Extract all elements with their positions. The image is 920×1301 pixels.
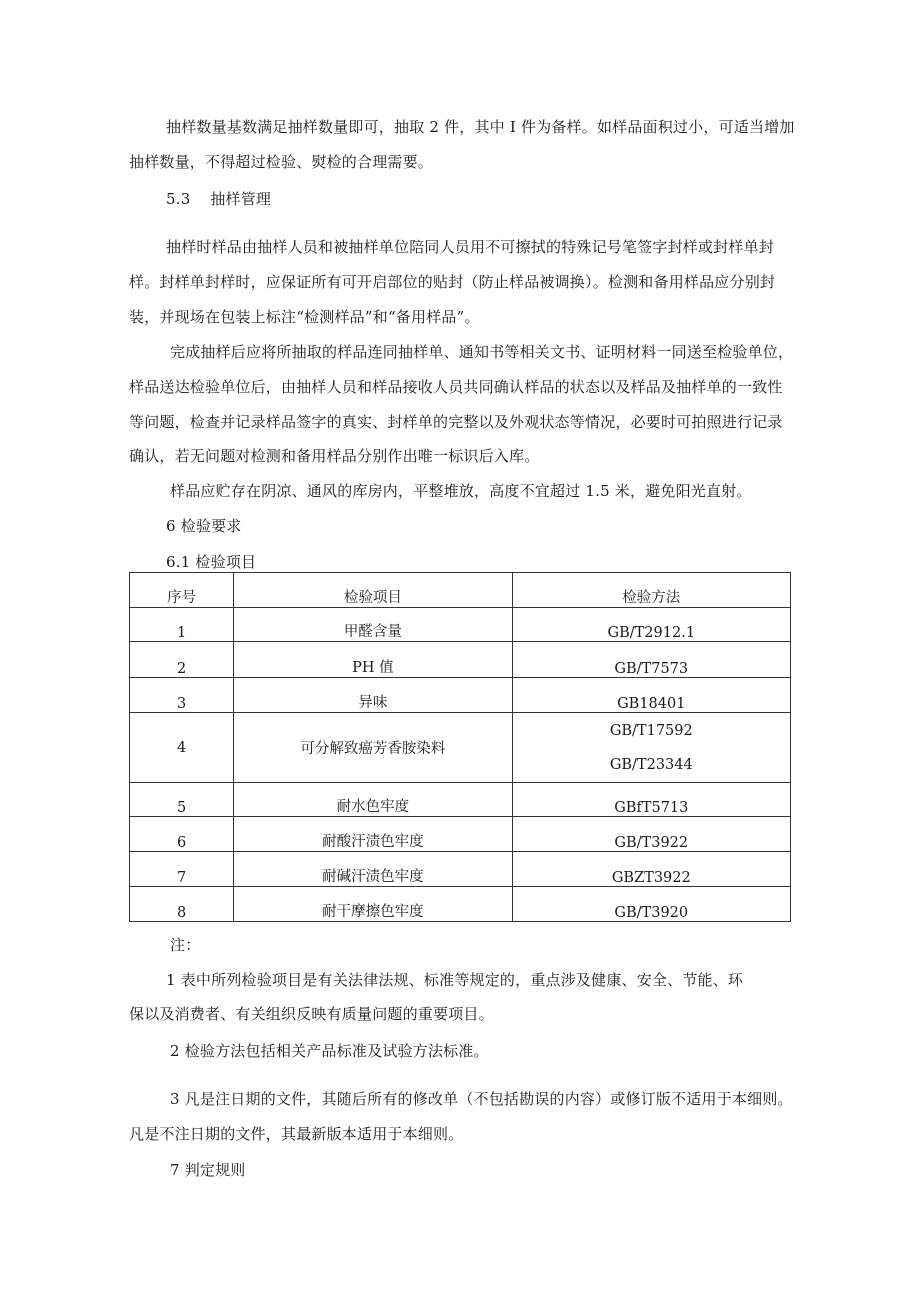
sampling-mgmt-p2-line-4: 确认，若无问题对检测和备用样品分别作出唯一标识后入库。 bbox=[129, 447, 540, 465]
note-2: 2 检验方法包括相关产品标准及试验方法标准。 bbox=[170, 1042, 489, 1060]
table-row bbox=[130, 783, 791, 817]
sampling-qty-line-2: 抽样数量，不得超过检验、熨检的合理需要。 bbox=[129, 153, 434, 171]
row-item: 可分解致癌芳香胺染料 bbox=[234, 713, 512, 783]
row-method: GBZT3922 bbox=[512, 852, 790, 887]
note-1-line-2: 保以及消费者、有关组织反映有质量问题的重要项目。 bbox=[129, 1005, 494, 1023]
sampling-qty-line-1: 抽样数量基数满足抽样数量即可，抽取 2 件，其中 I 件为备样。如样品面积过小，可适当增加 bbox=[166, 118, 795, 136]
header-method: 检验方法 bbox=[512, 573, 790, 608]
table-header-row bbox=[130, 573, 791, 608]
section-6-1-heading: 6.1 检验项目 bbox=[166, 553, 257, 571]
row-no: 2 bbox=[130, 642, 234, 678]
header-item: 检验项目 bbox=[234, 573, 512, 608]
table-row bbox=[130, 817, 791, 852]
section-6-heading: 6 检验要求 bbox=[166, 517, 242, 535]
table-row bbox=[130, 678, 791, 713]
note-1-line-1: 1 表中所列检验项目是有关法律法规、标准等规定的，重点涉及健康、安全、节能、环 bbox=[166, 971, 744, 989]
row-method: GB/T2912.1 bbox=[512, 608, 790, 642]
table-row bbox=[130, 713, 791, 783]
row-item: 甲醛含量 bbox=[234, 608, 512, 642]
row-method: GB/T3920 bbox=[512, 887, 790, 922]
row-item: PH 值 bbox=[234, 642, 512, 678]
note-3-line-2: 凡是不注日期的文件，其最新版本适用于本细则。 bbox=[129, 1125, 464, 1143]
row-no: 5 bbox=[130, 783, 234, 817]
row-no: 4 bbox=[130, 713, 234, 783]
row-item: 耐干摩擦色牢度 bbox=[234, 887, 512, 922]
sampling-mgmt-p1-line-1: 抽样时样品由抽样人员和被抽样单位陪同人员用不可擦拭的特殊记号笔签字封样或封样单封 bbox=[166, 238, 775, 256]
header-no: 序号 bbox=[130, 573, 234, 608]
row-method: GB/T7573 bbox=[512, 642, 790, 678]
note-3-line-1: 3 凡是注日期的文件，其随后所有的修改单（不包括勘误的内容）或修订版不适用于本细则。 bbox=[170, 1090, 793, 1108]
inspection-items-table bbox=[129, 572, 791, 922]
sampling-mgmt-p2-line-1: 完成抽样后应将所抽取的样品连同抽样单、通知书等相关文书、证明材料一同送至检验单位， bbox=[170, 343, 794, 361]
row-item: 异味 bbox=[234, 678, 512, 713]
sampling-mgmt-p2-line-2: 样品送达检验单位后，由抽样人员和样品接收人员共同确认样品的状态以及样品及抽样单的一致性 bbox=[129, 378, 783, 396]
table-row bbox=[130, 608, 791, 642]
row-no: 8 bbox=[130, 887, 234, 922]
sampling-mgmt-p2-line-3: 等问题，检查并记录样品签字的真实、封样单的完整以及外观状态等情况，必要时可拍照进行记录 bbox=[129, 413, 783, 431]
table-row bbox=[130, 642, 791, 678]
row-no: 1 bbox=[130, 608, 234, 642]
row-method: GBfT5713 bbox=[512, 783, 790, 817]
row-method: GB18401 bbox=[512, 678, 790, 713]
section-5-3-heading: 5.3 抽样管理 bbox=[166, 190, 272, 208]
notes-label: 注： bbox=[170, 936, 201, 954]
row-no: 7 bbox=[130, 852, 234, 887]
sampling-mgmt-p1-line-2: 样。封样单封样时，应保证所有可开启部位的贴封（防止样品被调换）。检测和备用样品应分别封 bbox=[129, 273, 776, 291]
row-item: 耐酸汗渍色牢度 bbox=[234, 817, 512, 852]
storage-paragraph: 样品应贮存在阴凉、通风的库房内，平整堆放，高度不宜超过 1.5 米，避免阳光直射。 bbox=[170, 482, 752, 500]
row-item: 耐碱汗渍色牢度 bbox=[234, 852, 512, 887]
sampling-mgmt-p1-line-3: 装，并现场在包装上标注“检测样品”和“备用样品”。 bbox=[129, 308, 480, 326]
row-method bbox=[512, 713, 790, 783]
row-method: GB/T3922 bbox=[512, 817, 790, 852]
row-item: 耐水色牢度 bbox=[234, 783, 512, 817]
table-row bbox=[130, 887, 791, 922]
table-row bbox=[130, 852, 791, 887]
row-method-line-1: GB/T17592 bbox=[609, 722, 693, 739]
row-method-line-2: GB/T23344 bbox=[609, 756, 693, 773]
row-no: 6 bbox=[130, 817, 234, 852]
row-no: 3 bbox=[130, 678, 234, 713]
section-7-heading: 7 判定规则 bbox=[170, 1161, 246, 1179]
